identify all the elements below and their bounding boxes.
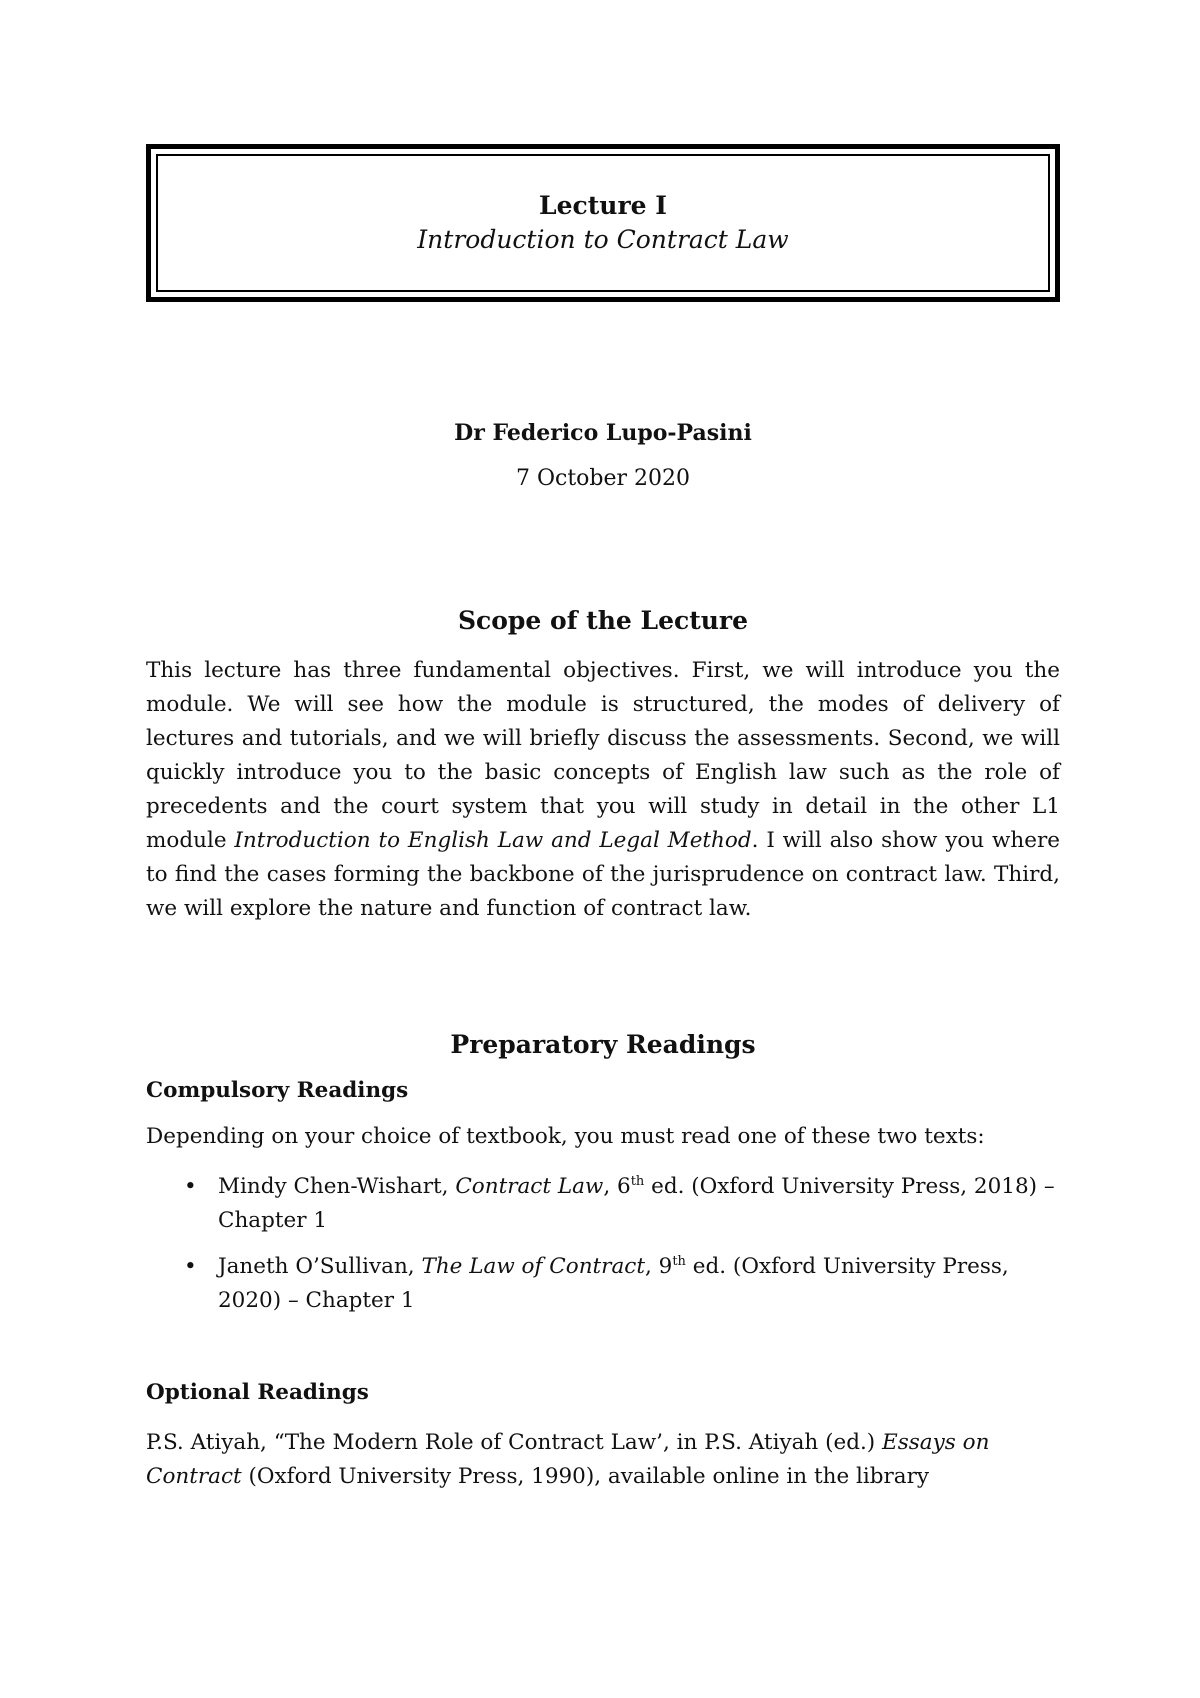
reading-title: The Law of Contract — [421, 1254, 645, 1279]
reading-author: Mindy Chen-Wishart, — [218, 1174, 456, 1199]
lecture-date: 7 October 2020 — [515, 466, 691, 491]
reading-edition-suffix: th — [672, 1253, 686, 1269]
list-item — [146, 1250, 1060, 1318]
title-box-inner — [156, 154, 1050, 292]
optional-book-title: Essays on Contract — [146, 1430, 990, 1489]
bullet-icon: • — [184, 1174, 197, 1199]
optional-readings-heading: Optional Readings — [146, 1380, 369, 1405]
scope-paragraph — [146, 654, 1060, 926]
author-name: Dr Federico Lupo-Pasini — [454, 420, 752, 446]
reading-title: Contract Law — [455, 1174, 604, 1199]
scope-module-title: Introduction to English Law and Legal Method — [234, 828, 752, 853]
scope-text-part-1: This lecture has three fundamental objectives. First, we will introduce you the module. We will see how the module is structured, the modes of delivery of lectures and tutorials, and we will briefly discuss the assessments. Second, we will quickly introduce you to the basic concepts of English law such as the role of precedents and the court system that you will study in detail in the other L1 module — [146, 658, 1060, 853]
optional-readings-text — [146, 1426, 1060, 1494]
optional-text-part-2: (Oxford University Press, 1990), available online in the library — [241, 1464, 930, 1489]
optional-text-part-1: P.S. Atiyah, “The Modern Role of Contract Law’, in P.S. Atiyah (ed.) — [146, 1430, 883, 1455]
list-item — [146, 1170, 1060, 1238]
readings-heading: Preparatory Readings — [450, 1030, 756, 1059]
reading-publisher: ed. (Oxford University Press, 2020) – Chapter 1 — [218, 1254, 1009, 1313]
reading-edition: , 9 — [644, 1254, 673, 1279]
compulsory-readings-list — [146, 1170, 1060, 1330]
reading-publisher: ed. (Oxford University Press, 2018) – Chapter 1 — [218, 1174, 1055, 1233]
lecture-title: Lecture I — [539, 191, 667, 220]
bullet-icon: • — [184, 1254, 197, 1279]
compulsory-readings-heading: Compulsory Readings — [146, 1078, 409, 1103]
title-box — [146, 144, 1060, 302]
scope-heading: Scope of the Lecture — [457, 606, 748, 635]
reading-edition: , 6 — [603, 1174, 631, 1199]
scope-text-part-2: . I will also show you where to find the cases forming the backbone of the jurisprudence on contract law. Third, we will explore the nature and function of contract law. — [146, 828, 1060, 921]
reading-author: Janeth O’Sullivan, — [218, 1254, 422, 1279]
reading-edition-suffix: th — [630, 1173, 645, 1189]
compulsory-readings-intro: Depending on your choice of textbook, you must read one of these two texts: — [146, 1124, 985, 1149]
lecture-subtitle: Introduction to Contract Law — [417, 225, 789, 254]
